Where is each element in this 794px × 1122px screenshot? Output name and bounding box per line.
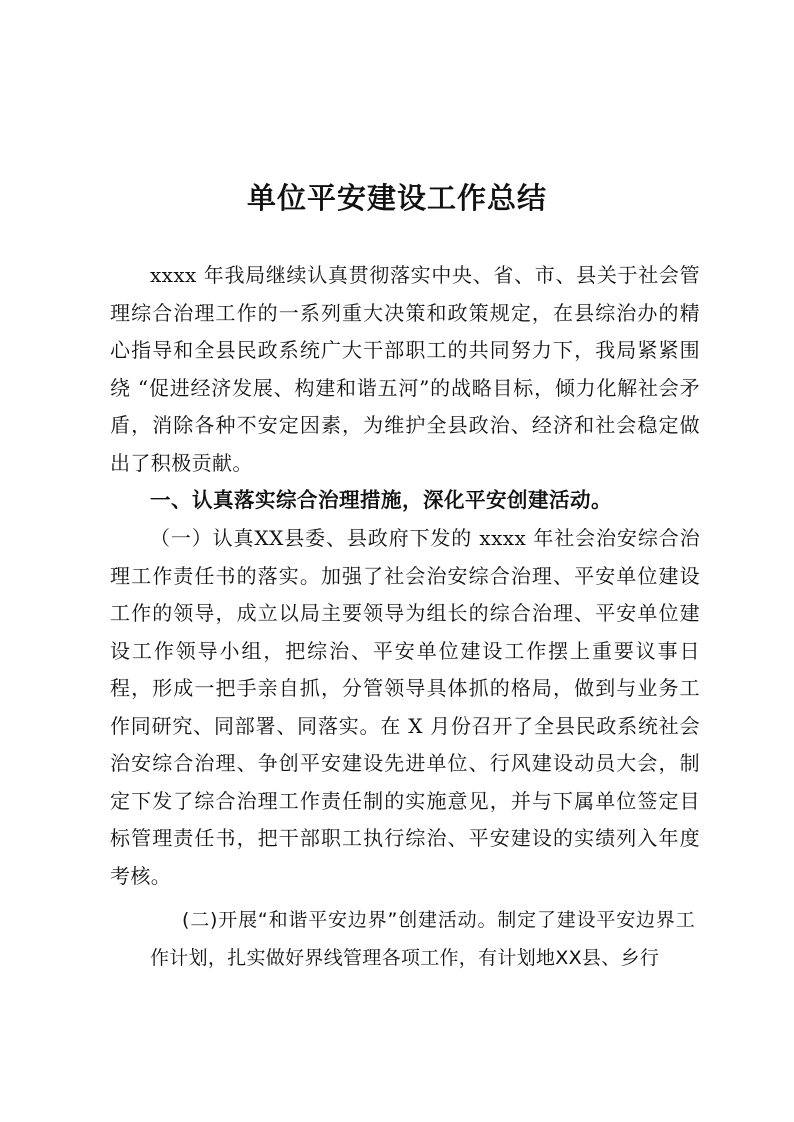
document-title: 单位平安建设工作总结 (246, 181, 547, 215)
body-paragraph-intro: xxxx 年我局继续认真贯彻落实中央、省、市、县关于社会管理综合治理工作的一系列重大决策和政策规定，在县综治办的精心指导和全县民政系统广大干部职工的共同努力下，我局紧紧围绕 “促进经济发展、构建和谐五河”的战略目标，倾力化解社会矛盾，消除各种不安定因素，为维护全县政治、经济和社会稳定做出了积极贡献。 (110, 263, 700, 475)
body-paragraph-item-2: (二)开展“和谐平安边界”创建活动。制定了建设平安边界工作计划，扎实做好界线管理各项工作，有计划地XX县、乡行 (150, 909, 695, 969)
body-paragraph-item-1: （一）认真XX县委、县政府下发的 xxxx 年社会治安综合治理工作责任书的落实。加强了社会治安综合治理、平安单位建设工作的领导，成立以局主要领导为组长的综合治理、平安单位建设工作领导小组，把综治、平安单位建设工作摆上重要议事日程，形成一把手亲自抓，分管领导具体抓的格局，做到与业务工作同研究、同部署、同落实。在 X 月份召开了全县民政系统社会治安综合治理、争创平安建设先进单位、行风建设动员大会，制定下发了综合治理工作责任制的实施意见，并与下属单位签定目标管理责任书，把干部职工执行综治、平安建设的实绩列入年度考核。 (110, 526, 700, 888)
section-heading-1: 一、认真落实综合治理措施，深化平安创建活动。 (150, 488, 612, 512)
